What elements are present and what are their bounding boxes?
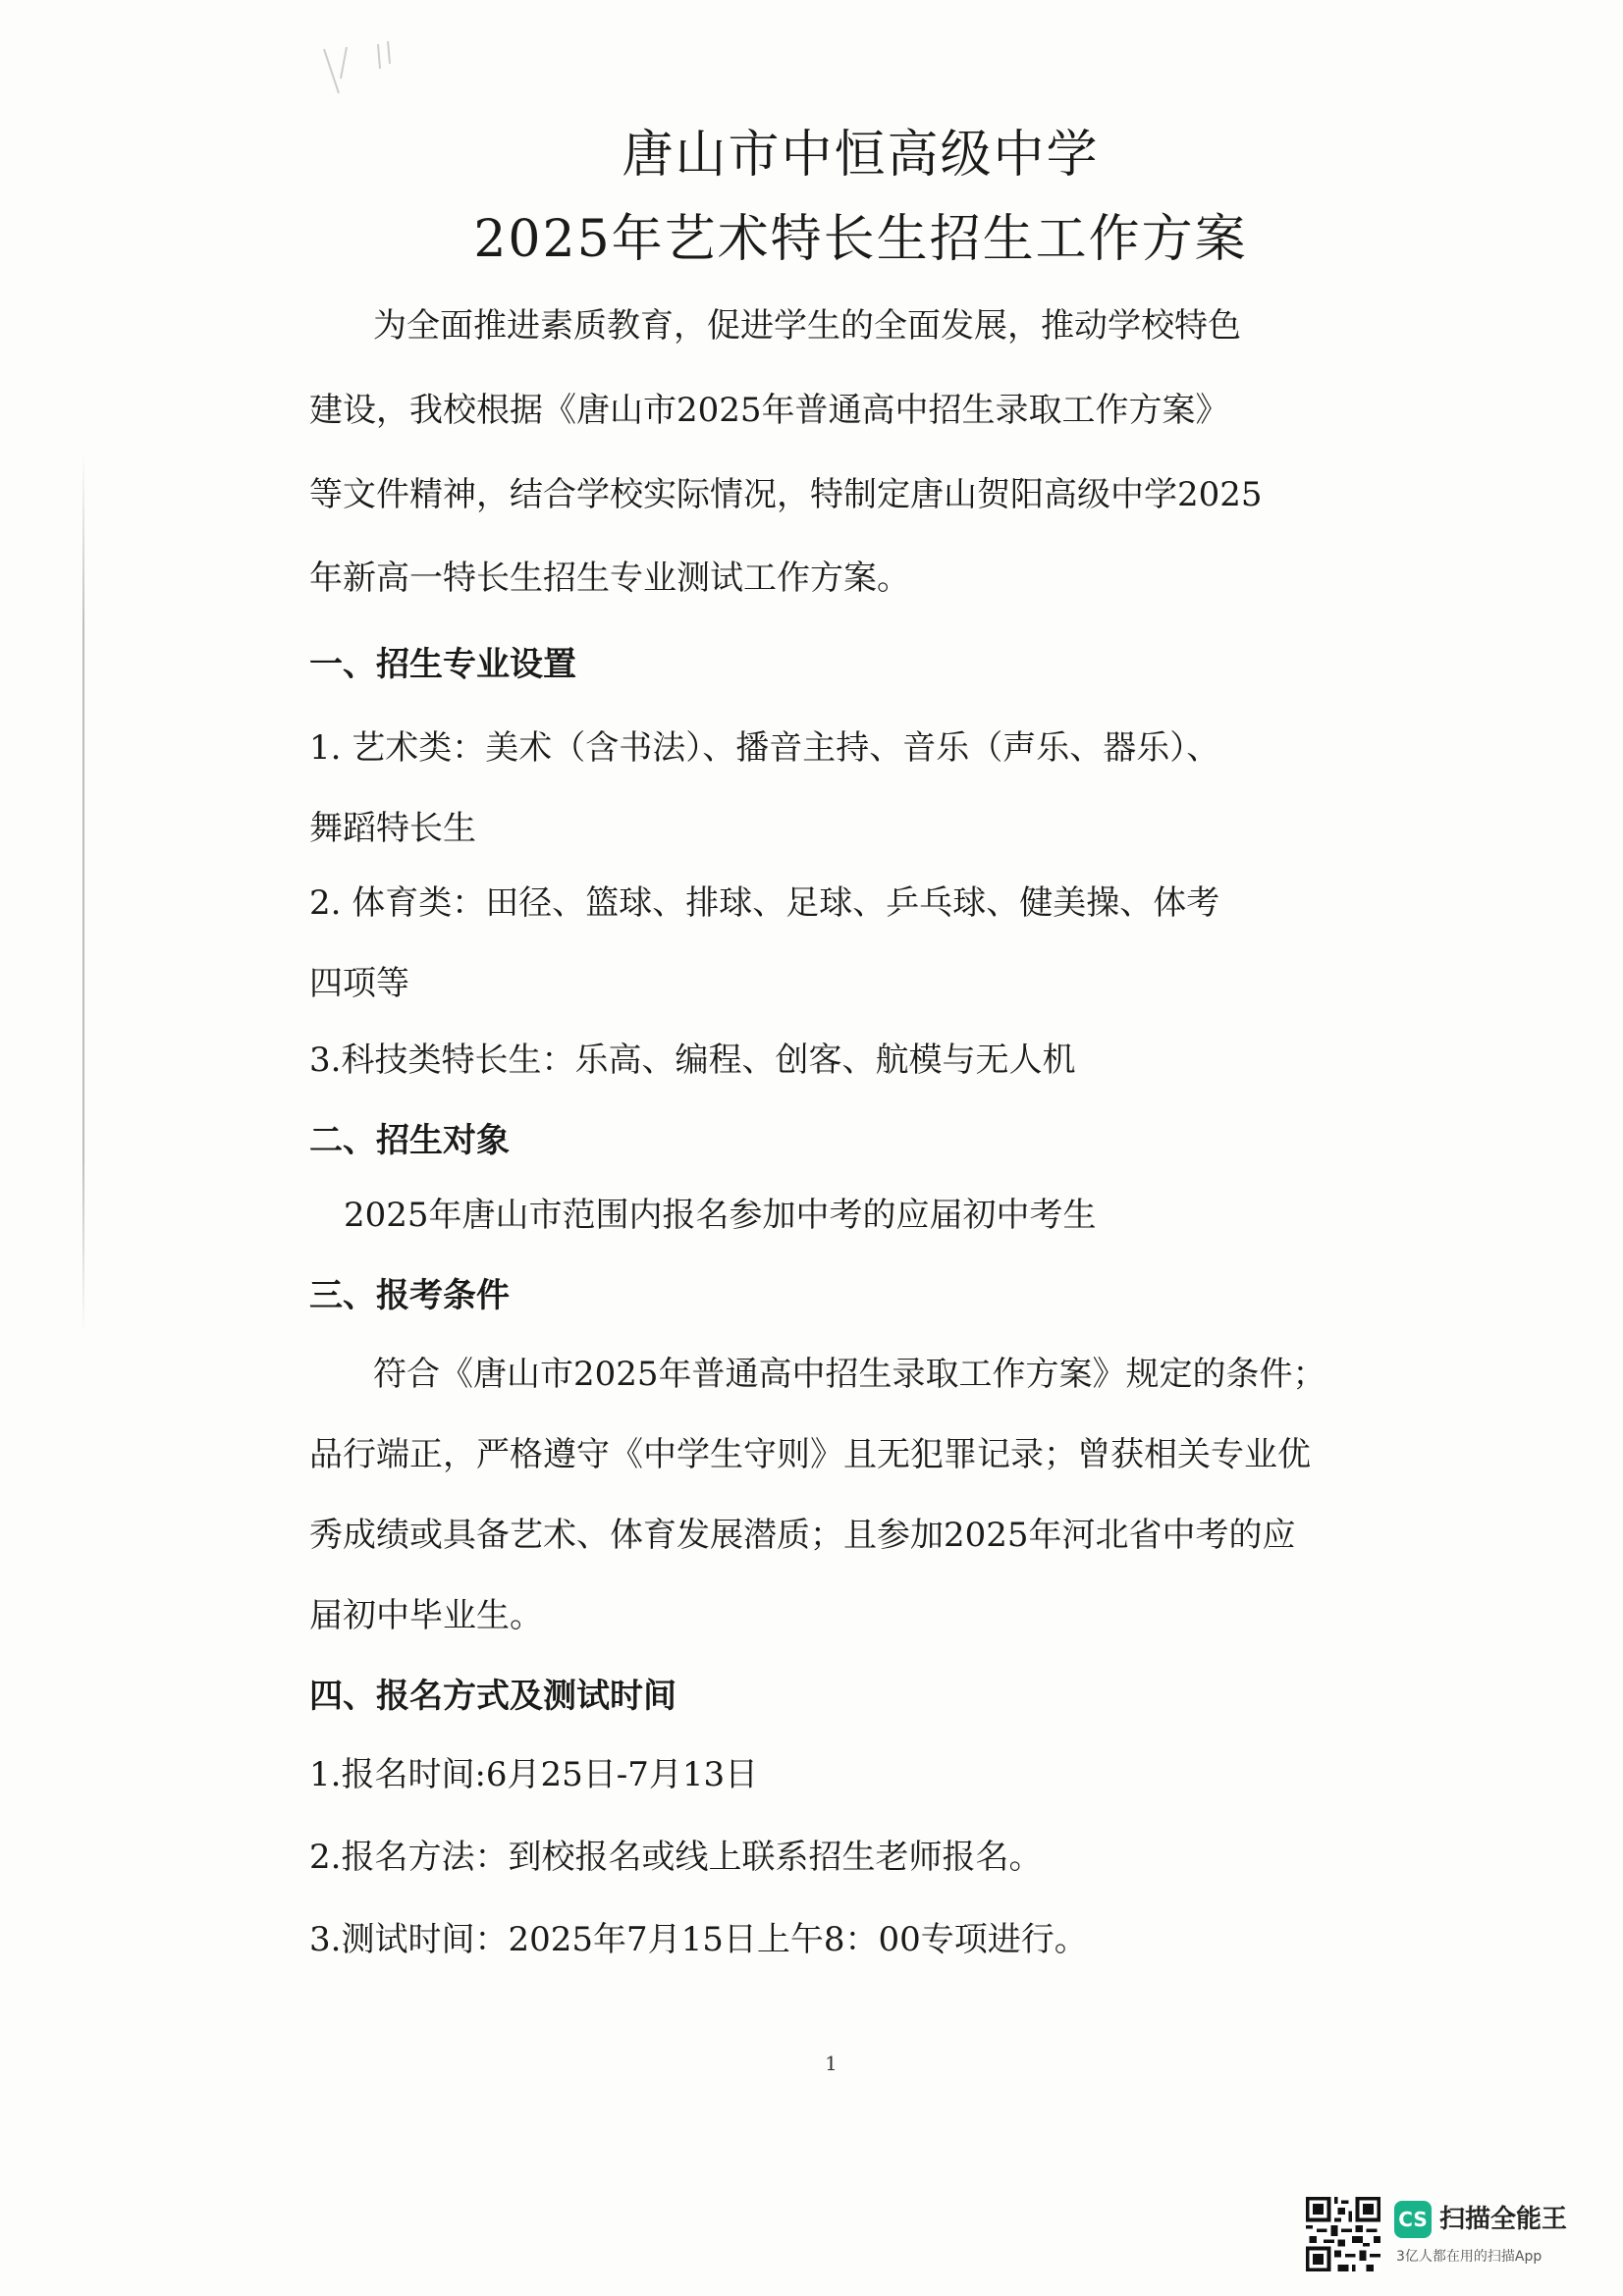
scan-artifact-mark: [319, 39, 407, 98]
section2-heading: 二、招生对象: [309, 1121, 510, 1160]
section1-item: 舞蹈特长生: [309, 809, 476, 848]
scanner-app-tagline: 3亿人都在用的扫描App: [1396, 2249, 1542, 2265]
intro-line-4: 年新高一特长生招生专业测试工作方案。: [309, 559, 910, 598]
section1-item: 1. 艺术类：美术（含书法）、播音主持、音乐（声乐、器乐）、: [309, 728, 1220, 768]
section3-line: 秀成绩或具备艺术、体育发展潜质；且参加2025年河北省中考的应: [309, 1516, 1296, 1555]
section1-item: 2. 体育类：田径、篮球、排球、足球、乒乓球、健美操、体考: [309, 883, 1220, 923]
section3-heading: 三、报考条件: [309, 1276, 510, 1315]
section2-text: 2025年唐山市范围内报名参加中考的应届初中考生: [344, 1196, 1097, 1235]
qr-code-icon: [1306, 2197, 1380, 2271]
scanner-watermark: [1306, 2197, 1600, 2275]
scan-edge-shadow: [82, 452, 84, 1335]
section3-line: 届初中毕业生。: [309, 1596, 543, 1635]
intro-line-2: 建设，我校根据《唐山市2025年普通高中招生录取工作方案》: [309, 391, 1229, 430]
camscanner-logo-icon: CS: [1394, 2201, 1432, 2238]
section1-item: 四项等: [309, 964, 409, 1003]
section1-item: 3.科技类特长生：乐高、编程、创客、航模与无人机: [309, 1041, 1076, 1080]
section1-heading: 一、招生专业设置: [309, 645, 576, 684]
section4-heading: 四、报名方式及测试时间: [309, 1677, 676, 1716]
section4-item: 3.测试时间：2025年7月15日上午8：00专项进行。: [309, 1920, 1088, 1959]
section3-line: 品行端正，严格遵守《中学生守则》且无犯罪记录；曾获相关专业优: [309, 1435, 1311, 1474]
section3-line: 符合《唐山市2025年普通高中招生录取工作方案》规定的条件；: [373, 1355, 1326, 1394]
document-title-plan: 2025年艺术特长生招生工作方案: [473, 210, 1248, 269]
page-number: 1: [825, 2052, 838, 2075]
document-title-school: 唐山市中恒高级中学: [622, 126, 1100, 185]
section4-item: 1.报名时间:6月25日-7月13日: [309, 1755, 759, 1794]
section4-item: 2.报名方法：到校报名或线上联系招生老师报名。: [309, 1838, 1043, 1877]
intro-line-3: 等文件精神，结合学校实际情况，特制定唐山贺阳高级中学2025: [309, 475, 1263, 514]
intro-line-1: 为全面推进素质教育，促进学生的全面发展，推动学校特色: [373, 306, 1241, 346]
scanner-app-name: 扫描全能王: [1439, 2205, 1568, 2234]
